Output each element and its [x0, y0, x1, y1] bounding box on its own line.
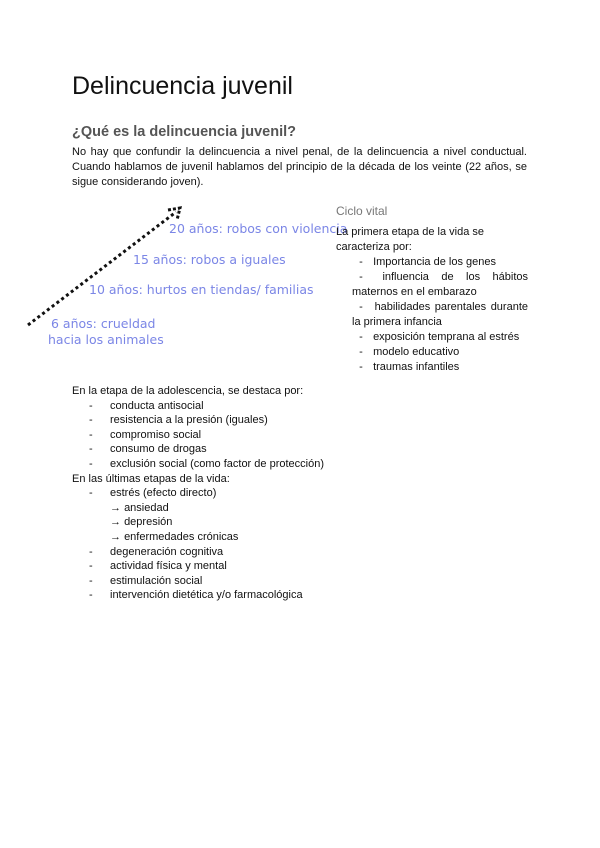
cycle-list: [336, 255, 528, 375]
last-stages-list: [72, 486, 372, 603]
sub-list-item: → enfermedades crónicas: [110, 530, 239, 543]
list-item: - habilidades parentales durante la primera infancia: [352, 301, 528, 328]
section-heading: ¿Qué es la delincuencia juvenil?: [72, 124, 297, 140]
list-item: - conducta antisocial: [89, 399, 204, 412]
label-15-years: 15 años: robos a iguales: [133, 252, 286, 267]
page-title: Delincuencia juvenil: [72, 72, 293, 100]
arrow-right-icon: →: [110, 501, 121, 514]
sub-list-item: → ansiedad: [110, 501, 169, 514]
list-item: - intervención dietética y/o farmacológica: [89, 589, 303, 602]
progression-arrow: [0, 195, 335, 355]
list-item: - estimulación social: [89, 574, 203, 587]
label-10-years: 10 años: hurtos en tiendas/ familias: [89, 282, 314, 297]
list-item: - compromiso social: [89, 428, 202, 441]
list-item: - consumo de drogas: [89, 443, 207, 456]
intro-paragraph: No hay que confundir la delincuencia a nivel penal, de la delincuencia a nivel conductual. Cuando hablamos de juvenil hablamos del principio de la década de los veinte (22 años, se sigue considerando joven).: [72, 146, 527, 188]
arrow-right-icon: →: [110, 530, 121, 543]
adolescence-intro: En la etapa de la adolescencia, se destaca por:: [72, 385, 304, 397]
list-item: - resistencia a la presión (iguales): [89, 414, 268, 427]
life-cycle-section: [336, 204, 528, 375]
label-6-years: 6 años: crueldad: [51, 316, 156, 331]
last-stages-intro: En las últimas etapas de la vida:: [72, 472, 230, 485]
stages-section: [72, 384, 372, 603]
list-item: - degeneración cognitiva: [89, 545, 224, 558]
list-item: - actividad física y mental: [89, 560, 227, 573]
adolescence-list: [72, 399, 372, 472]
label-6-years-cont: hacia los animales: [48, 332, 164, 347]
list-item: - estrés (efecto directo): [89, 487, 217, 500]
list-item: - traumas infantiles: [359, 361, 460, 373]
list-item: - influencia de los hábitos maternos en el embarazo: [352, 271, 528, 298]
sub-list-item: → depresión: [110, 516, 173, 529]
cycle-intro: La primera etapa de la vida se caracteriza por:: [336, 226, 484, 253]
arrow-right-icon: →: [110, 516, 121, 529]
list-item: - exposición temprana al estrés: [359, 331, 520, 343]
list-item: - modelo educativo: [359, 346, 460, 358]
age-progression-diagram: [0, 195, 348, 355]
cycle-heading: Ciclo vital: [336, 204, 388, 218]
list-item: - exclusión social (como factor de protección): [89, 457, 324, 470]
list-item: - Importancia de los genes: [359, 256, 496, 268]
label-20-years: 20 años: robos con violencia: [169, 221, 348, 236]
